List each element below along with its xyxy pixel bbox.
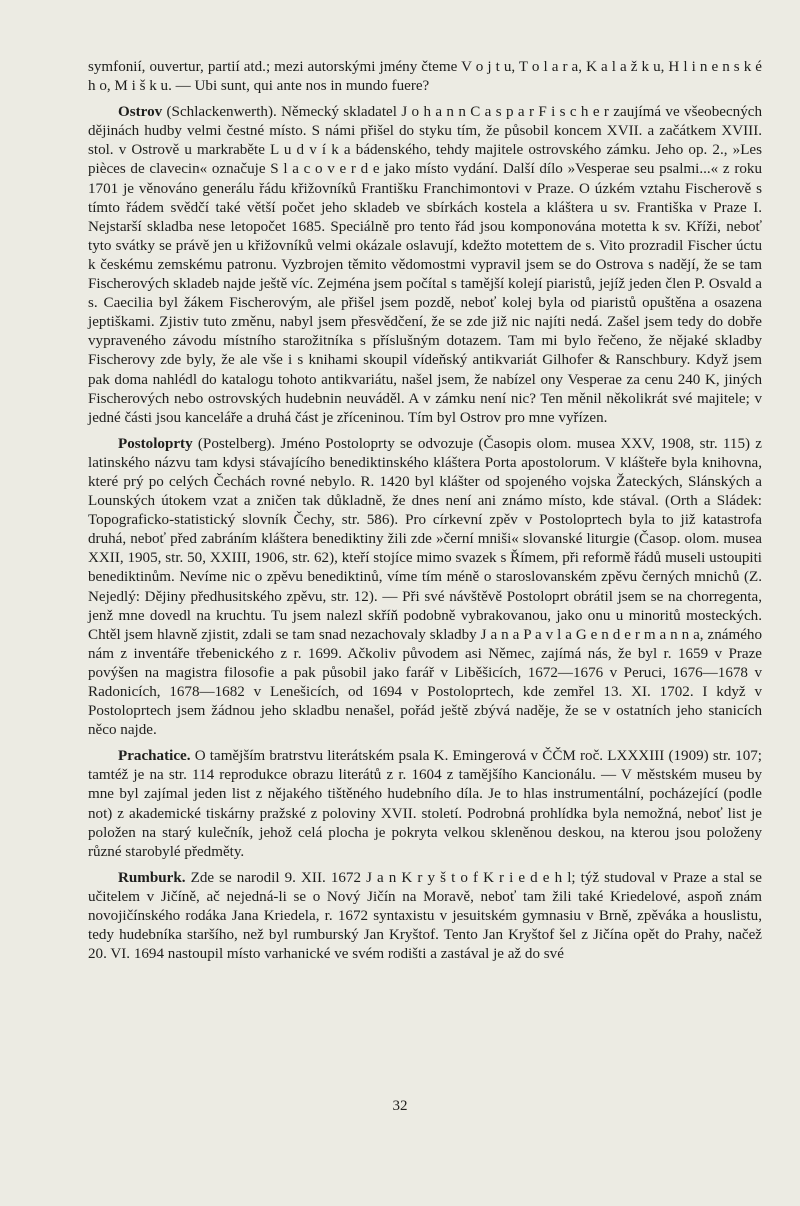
paragraph-heading: Prachatice. xyxy=(118,748,191,765)
paragraph-ostrov xyxy=(88,103,762,428)
paragraph-postoloprty xyxy=(88,435,762,741)
paragraph-text: (Postelberg). Jméno Postoloprty se odvozuje (Časopis olom. musea XXV, 1908, str. 115) z latinského názvu tam kdysi stávajícího benediktinského kláštera Porta apostolorum. V klášteře byla knihovna, které prý po celých Čechách rovné nebylo. R. 1420 byl klášter od spojeného vojska Žateckých, Slánských a Lounských útokem vzat a zničen tak důkladně, že dnes není ani známo místo, kde stával. (Orth a Sládek: Topograficko-statistický slovník Čechy, str. 586). Pro církevní zpěv v Postoloprtech byla to již katastrofa druhá, neboť před zabráním kláštera benediktiny žili zde »černí mniši« slovanské liturgie (Časop. olom. musea XXII, 1905, str. 50, XXIII, 1906, str. 62), kteří stojíce mimo svazek s Římem, při reformě řádů museli ustoupiti benediktinům. Nevíme nic o zpěvu benediktinů, víme tím méně o staroslovanském zpěvu černých mnichů (Z. Nejedlý: Dějiny předhusitského zpěvu, str. 12). — Při své návštěvě Postoloprt obrátil jsem se na chorregenta, jenž mne dovedl na kruchtu. Tu jsem nalezl skříň podobně vybrakovanou, jako onu u minoritů mosteckých. Chtěl jsem hlavně zjistit, zdali se tam snad nezachovaly skladby J a n a P a v l a G e n d e r m a n n a, známého nám z inventáře třebenického z r. 1699. Ačkoliv původem asi Němec, zajímá nás, že byl r. 1659 v Praze povýšen na magistra filosofie a pak působil jako farář v Liběšicích, 1672—1676 v Peruci, 1676—1678 v Radonicích, 1678—1682 v Lenešicích, od 1694 v Postoloprtech, kde zemřel 13. XI. 1702. I když v Postoloprtech jsem žádnou jeho skladbu nenašel, pořád ještě zbývá naděje, že se v ostatních jeho stanicích něco najde. xyxy=(88,435,762,739)
paragraph-text: (Schlackenwerth). Německý skladatel J o h a n n C a s p a r F i s c h e r zaujímá ve všeobecných dějinách hudby velmi čestné místo. S námi přišel do styku tím, že působil koncem XVII. a začátkem XVIII. stol. v Ostrově u markraběte L u d v í k a bádenského, tehdy majitele ostrovského zámku. Jeho op. 2., »Les pièces de clavecin« označuje S l a c o v e r d e jako místo vydání. Další dílo »Vesperae seu psalmi...« z roku 1701 je věnováno generálu řádu křižovníků Františku Franchimontovi v Praze. O úzkém vztahu Fischerově s tímto řádem svědčí také větší počet jeho skladeb ve sbírkách kostela a kláštera u sv. Františka v Praze I. Nejstarší skladba nese letopočet 1685. Speciálně pro tento řád jsou komponována motetta k sv. Kříži, neboť tyto svátky se právě jen u křižovníků velmi okázale oslavují, kdežto motettem de s. Vito prozradil Fischer úctu k českému zemskému patronu. Vyzbrojen těmito vědomostmi vypravil jsem se do Ostrova s nadějí, že se tam Fischerových skladeb najde ještě víc. Zejména jsem počítal s tamější kolejí piaristů, jejíž jeden člen P. Osvald a s. Caecilia byl žákem Fischerovým, ale přišel jsem pozdě, neboť kolej byla od piaristů opuštěna a osazena jeptiškami. Zjistiv tuto změnu, nabyl jsem přesvědčení, že se zde již nic najíti nedá. Zašel jsem tedy do dobře vypraveného závodu místního starožitníka s příslušným dotazem. Tam mi bylo řečeno, že nějaké skladby Fischerovy zde byly, že ale vše i s knihami skoupil vídeňský antikvariát Gilhofer & Ranschbury. Když jsem pak doma nahlédl do katalogu tohoto antikvariátu, našel jsem, že nabízel ony Vesperae za cenu 240 K, jiných Fischerových nebo ostrovských hudebnin neuváděl. A v zámku není nic? Ten měnil několikrát své majitele; v jedné části jsou kanceláře a druhá část je zříceninou. Tím byl Ostrov pro mne vyřízen. xyxy=(88,104,762,426)
paragraph-text: O tamějším bratrstvu literátském psala K. Emingerová v ČČM roč. LXXXIII (1909) str. 107; tamtéž je na str. 114 reprodukce obrazu literátů z r. 1604 z tamějšího Kancionálu. — V městském museu by mne byl zajímal jeden list z nějakého tištěného hudebního díla. Je to hlas instrumentální, pocházející (podle not) z akademické tiskárny pražské z poloviny XVII. století. Podrobná prohlídka byla nemožná, neboť list je položen na starý kulečník, jehož celá plocha je pokryta velkou skleněnou deskou, na kterou jsou položeny různé starobylé předměty. xyxy=(88,748,762,860)
paragraph-heading: Ostrov xyxy=(118,104,163,121)
paragraph-text: symfonií, ouvertur, partií atd.; mezi autorskými jmény čteme V o j t u, T o l a r a, K a l a ž k u, H l i n e n s k é h o, M i š k u. — Ubi sunt, qui ante nos in mundo fuere? xyxy=(88,59,762,95)
paragraph-text: Zde se narodil 9. XII. 1672 J a n K r y š t o f K r i e d e h l; týž studoval v Praze a stal se učitelem v Jičíně, ač nejedná-li se o Nový Jičín na Moravě, neboť tam žili také Kriedelové, aspoň znám novojičínského rodáka Jana Kriedela, r. 1672 syntaxistu v jesuitském gymnasiu v Brně, zpěváka a houslistu, tedy hudebníka staršího, než byl rumburský Jan Kryštof. Tento Jan Kryštof šel z Jičína opět do Prahy, načež 20. VI. 1694 nastoupil místo varhanické ve svém rodišti a zastával je až do své xyxy=(88,869,762,963)
page-number: 32 xyxy=(392,1098,408,1114)
paragraph-rumburk xyxy=(88,869,762,964)
paragraph-heading: Postoloprty xyxy=(118,435,193,452)
paragraph-heading: Rumburk. xyxy=(118,869,186,886)
paragraph-continuation xyxy=(88,58,762,96)
paragraph-prachatice xyxy=(88,747,762,862)
